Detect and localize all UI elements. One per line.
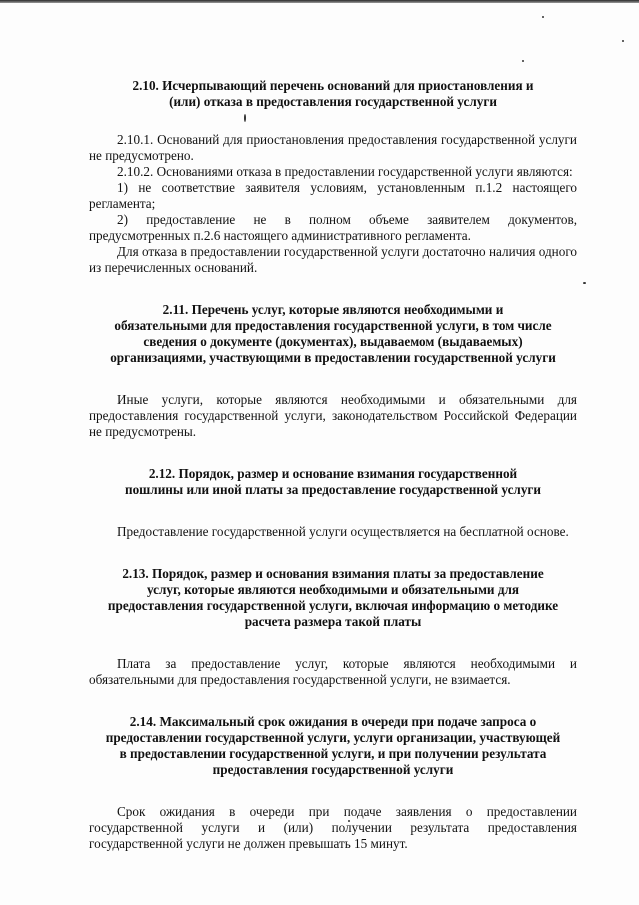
document-content [89, 78, 577, 852]
section-2-11-heading-line-3: сведения о документе (документах), выдаваемом (выдаваемых) [143, 334, 523, 349]
section-2-14-heading-line-3: в предоставлении государственной услуги, и при получении результата [119, 746, 547, 761]
section-2-13-heading-line-1: 2.13. Порядок, размер и основания взимания платы за предоставление [122, 566, 544, 581]
section-2-10-paragraph-3: 1) не соответствие заявителя условиям, установленным п.1.2 настоящего регламента; [89, 180, 577, 211]
section-2-10-paragraph-5: Для отказа в предоставлении государственной услуги достаточно наличия одного из перечисленных оснований. [89, 244, 577, 275]
section-2-13-heading-line-4: расчета размера такой платы [244, 614, 422, 629]
section-2-11-heading-line-1: 2.11. Перечень услуг, которые являются необходимыми и [162, 302, 504, 317]
section-2-13-paragraph-1: Плата за предоставление услуг, которые являются необходимыми и обязательными для предоставления государственной услуги, не взимается. [89, 656, 577, 687]
section-2-12-paragraph-1: Предоставление государственной услуги осуществляется на бесплатной основе. [117, 524, 569, 539]
section-2-13-heading-line-3: предоставления государственной услуги, включая информацию о методике [107, 598, 559, 613]
scan-top-edge [0, 0, 639, 3]
scan-speck [622, 40, 624, 42]
scan-speck [542, 16, 544, 18]
section-2-10-heading-line-2: (или) отказа в предоставления государственной услуги [169, 94, 497, 109]
section-2-12-heading-line-2: пошлины или иной платы за предоставление государственной услуги [124, 482, 542, 497]
section-2-14-heading-line-4: предоставления государственной услуги [212, 762, 454, 777]
section-2-10-paragraph-1: 2.10.1. Оснований для приостановления предоставления государственной услуги не предусмотрено. [89, 132, 577, 163]
section-2-10-paragraph-4: 2) предоставление не в полном объеме заявителем документов, предусмотренных п.2.6 настоящего административного регламента. [89, 212, 577, 243]
section-2-14-heading-line-2: предоставлении государственной услуги, услуги организации, участвующей [105, 730, 561, 745]
section-2-12-heading-line-1: 2.12. Порядок, размер и основание взимания государственной [148, 466, 518, 481]
scan-speck [583, 282, 586, 284]
scan-speck [522, 60, 524, 62]
section-2-11-heading-line-2: обязательными для предоставления государственной услуги, в том числе [114, 318, 552, 333]
section-2-11-heading-line-4: организациями, участвующими в предоставлении государственной услуги [110, 350, 556, 365]
section-2-13-heading-line-2: услуг, которые являются необходимыми и обязательными для [146, 582, 520, 597]
section-2-14-heading-line-1: 2.14. Максимальный срок ожидания в очереди при подаче запроса о [129, 714, 537, 729]
section-2-10-paragraph-2: 2.10.2. Основаниями отказа в предоставлении государственной услуги являются: [117, 164, 573, 179]
section-2-14-paragraph-1: Срок ожидания в очереди при подаче заявления о предоставлении государственной услуги и (или) получении результата предоставления государственной услуги не должен превышать 15 минут. [89, 804, 577, 851]
section-2-11-paragraph-1: Иные услуги, которые являются необходимыми и обязательными для предоставления государственной услуги, законодательством Российской Федерации не предусмотрены. [89, 392, 577, 439]
section-2-10-heading-line-1: 2.10. Исчерпывающий перечень оснований для приостановления и [132, 78, 534, 93]
